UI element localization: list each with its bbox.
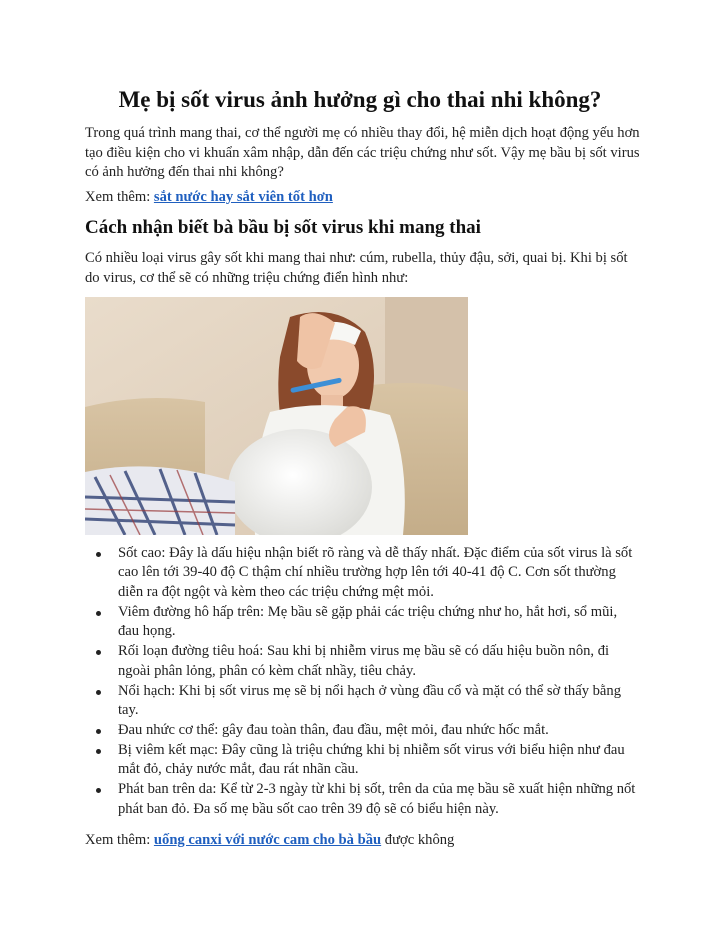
- list-item: [104, 721, 636, 740]
- bullet-icon: [96, 749, 101, 754]
- see-also-link-iron[interactable]: sắt nước hay sắt viên tốt hơn: [153, 189, 333, 205]
- bullet-icon: [96, 611, 101, 616]
- list-item: [104, 741, 636, 780]
- bullet-icon: [96, 650, 101, 655]
- list-item-text: Đau nhức cơ thể: gây đau toàn thân, đau đầu, mệt mỏi, đau nhức hốc mắt.: [118, 722, 549, 739]
- list-item: [104, 544, 636, 602]
- list-item: [104, 682, 636, 721]
- list-item-text: Nổi hạch: Khi bị sốt virus mẹ sẽ bị nổi hạch ở vùng đầu cổ và mặt có thể sờ thấy bằng tay.: [118, 682, 622, 719]
- list-item: [104, 642, 636, 681]
- see-also-line-1: [85, 188, 645, 208]
- section-intro-paragraph: Có nhiều loại virus gây sốt khi mang thai như: cúm, rubella, thủy đậu, sởi, quai bị. Khi bị sốt do virus, cơ thể sẽ có những triệu chứng điển hình như:: [85, 250, 628, 286]
- see-also-prefix: Xem thêm:: [85, 832, 154, 848]
- list-item-text: Viêm đường hô hấp trên: Mẹ bầu sẽ gặp phải các triệu chứng như ho, hắt hơi, sổ mũi, đau họng.: [118, 603, 618, 640]
- see-also-prefix: Xem thêm:: [85, 189, 154, 205]
- see-also-link-calcium[interactable]: uống canxi với nước cam cho bà bầu: [153, 832, 382, 848]
- list-item: [104, 603, 636, 642]
- list-item-text: Rối loạn đường tiêu hoá: Sau khi bị nhiễm virus mẹ bầu sẽ có dấu hiệu buồn nôn, đi ngoài phân lỏng, phân có kèm chất nhầy, tiêu chảy.: [118, 643, 610, 679]
- bullet-icon: [96, 729, 101, 734]
- bullet-icon: [96, 690, 101, 695]
- bullet-icon: [96, 788, 101, 793]
- page-title: Mẹ bị sốt virus ảnh hưởng gì cho thai nhi không?: [118, 87, 602, 112]
- see-also-suffix: được không: [381, 832, 455, 848]
- list-item: [104, 780, 636, 819]
- section-heading: Cách nhận biết bà bầu bị sốt virus khi mang thai: [85, 217, 481, 238]
- pregnant-woman-thermometer-photo: [85, 297, 468, 535]
- list-item-text: Phát ban trên da: Kể từ 2-3 ngày từ khi bị sốt, trên da của mẹ bầu sẽ xuất hiện những nốt phát ban đỏ. Đa số mẹ bầu sốt cao trên 39 độ sẽ có biểu hiện này.: [118, 781, 636, 817]
- bullet-icon: [96, 552, 101, 557]
- intro-paragraph: Trong quá trình mang thai, cơ thể người mẹ có nhiều thay đổi, hệ miễn dịch hoạt động yếu hơn tạo điều kiện cho vi khuẩn xâm nhập, dẫn đến các triệu chứng như sốt. Vậy mẹ bầu bị sốt virus có ảnh hưởng đến thai nhi không?: [85, 125, 640, 181]
- see-also-line-2: [85, 831, 645, 851]
- list-item-text: Bị viêm kết mạc: Đây cũng là triệu chứng khi bị nhiễm sốt virus với biểu hiện như đau mắt đỏ, chảy nước mắt, đau rát nhãn cầu.: [118, 742, 625, 778]
- list-item-text: Sốt cao: Đây là dấu hiệu nhận biết rõ ràng và dễ thấy nhất. Đặc điểm của sốt virus là sốt cao lên tới 39-40 độ C thậm chí nhiều trường hợp lên tới 40-41 độ C. Cơn sốt thường diễn ra đột ngột và kèm theo các triệu chứng mệt mỏi.: [118, 545, 633, 600]
- symptom-list: [104, 544, 636, 820]
